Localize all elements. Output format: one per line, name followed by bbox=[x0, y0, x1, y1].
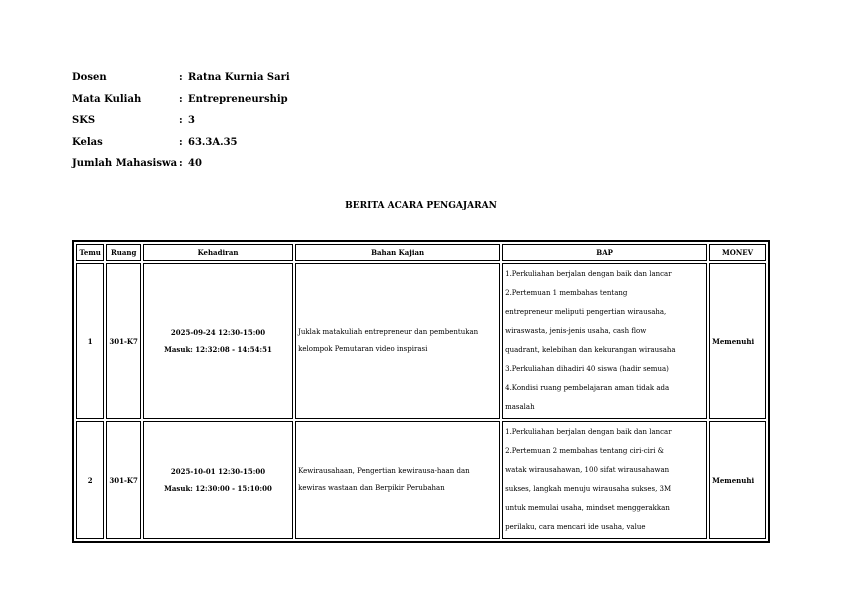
kehadiran-jadwal: 2025-09-24 12:30-15:00 bbox=[170, 328, 266, 337]
info-label: Kelas bbox=[72, 136, 103, 148]
document-title: BERITA ACARA PENGAJARAN bbox=[345, 201, 497, 211]
cell-bap bbox=[502, 421, 707, 539]
header-ruang: Ruang bbox=[106, 244, 141, 261]
info-label: Jumlah Mahasiswa bbox=[72, 158, 178, 169]
table-row bbox=[76, 421, 766, 539]
header-kehadiran: Kehadiran bbox=[143, 244, 293, 261]
info-colon: : bbox=[179, 93, 183, 105]
info-label: Mata Kuliah bbox=[72, 93, 142, 105]
cell-monev: Memenuhi bbox=[709, 263, 766, 419]
bap-line: quadrant, kelebihan dan kekurangan wirausaha bbox=[505, 346, 676, 354]
info-value: Ratna Kurnia Sari bbox=[188, 72, 290, 83]
bap-line: perilaku, cara mencari ide usaha, value bbox=[505, 523, 646, 531]
cell-temu: 2 bbox=[76, 421, 104, 539]
kehadiran-masuk: Masuk: 12:32:08 - 14:54:51 bbox=[164, 345, 272, 354]
bap-line: 1.Perkuliahan berjalan dengan baik dan lancar bbox=[505, 270, 672, 278]
header-monev: MONEV bbox=[709, 244, 766, 261]
bap-line: sukses, langkah menuju wirausaha sukses, 3M bbox=[505, 485, 672, 493]
table-row bbox=[76, 263, 766, 419]
kehadiran-masuk: Masuk: 12:30:00 - 15:10:00 bbox=[164, 484, 272, 493]
bap-line: wiraswasta, jenis-jenis usaha, cash flow bbox=[505, 327, 647, 335]
info-value: 63.3A.35 bbox=[188, 136, 238, 148]
info-label: SKS bbox=[72, 115, 96, 126]
bap-line: watak wirausahawan, 100 sifat wirausahawan bbox=[505, 466, 670, 474]
cell-monev: Memenuhi bbox=[709, 421, 766, 539]
bap-line: 1.Perkuliahan berjalan dengan baik dan lancar bbox=[505, 428, 672, 436]
info-label: Dosen bbox=[72, 72, 107, 83]
cell-bahan-kajian: Juklak matakuliah entrepreneur dan pembentukan kelompok Pemutaran video inspirasi bbox=[295, 263, 500, 419]
teaching-report-table bbox=[72, 240, 770, 543]
info-colon: : bbox=[179, 72, 183, 83]
info-value: 40 bbox=[188, 158, 202, 169]
cell-ruang: 301-K7 bbox=[106, 263, 141, 419]
bap-line: 2.Pertemuan 2 membahas tentang ciri-ciri & bbox=[505, 447, 664, 455]
info-value: Entrepreneurship bbox=[188, 93, 288, 105]
cell-kehadiran bbox=[143, 263, 293, 419]
kehadiran-jadwal: 2025-10-01 12:30-15:00 bbox=[170, 467, 266, 476]
bap-line: entrepreneur meliputi pengertian wirausaha, bbox=[505, 308, 667, 316]
info-value: 3 bbox=[188, 115, 195, 126]
bap-line: masalah bbox=[505, 403, 535, 411]
table-header-row bbox=[76, 244, 766, 261]
cell-temu: 1 bbox=[76, 263, 104, 419]
header-bahan-kajian: Bahan Kajian bbox=[295, 244, 500, 261]
bap-line: 4.Kondisi ruang pembelajaran aman tidak ada bbox=[505, 384, 670, 392]
cell-bahan-kajian: Kewirausahaan, Pengertian kewirausa-haan dan kewiras wastaan dan Berpikir Perubahan bbox=[295, 421, 500, 539]
bap-line: 2.Pertemuan 1 membahas tentang bbox=[505, 289, 628, 297]
header-temu: Temu bbox=[76, 244, 104, 261]
info-colon: : bbox=[179, 115, 183, 126]
bap-line: 3.Perkuliahan dihadiri 40 siswa (hadir semua) bbox=[505, 365, 669, 373]
info-colon: : bbox=[179, 158, 183, 169]
cell-bap bbox=[502, 263, 707, 419]
cell-ruang: 301-K7 bbox=[106, 421, 141, 539]
info-colon: : bbox=[179, 136, 183, 148]
cell-kehadiran bbox=[143, 421, 293, 539]
bap-line: untuk memulai usaha, mindset menggerakkan bbox=[505, 504, 670, 512]
header-bap: BAP bbox=[502, 244, 707, 261]
